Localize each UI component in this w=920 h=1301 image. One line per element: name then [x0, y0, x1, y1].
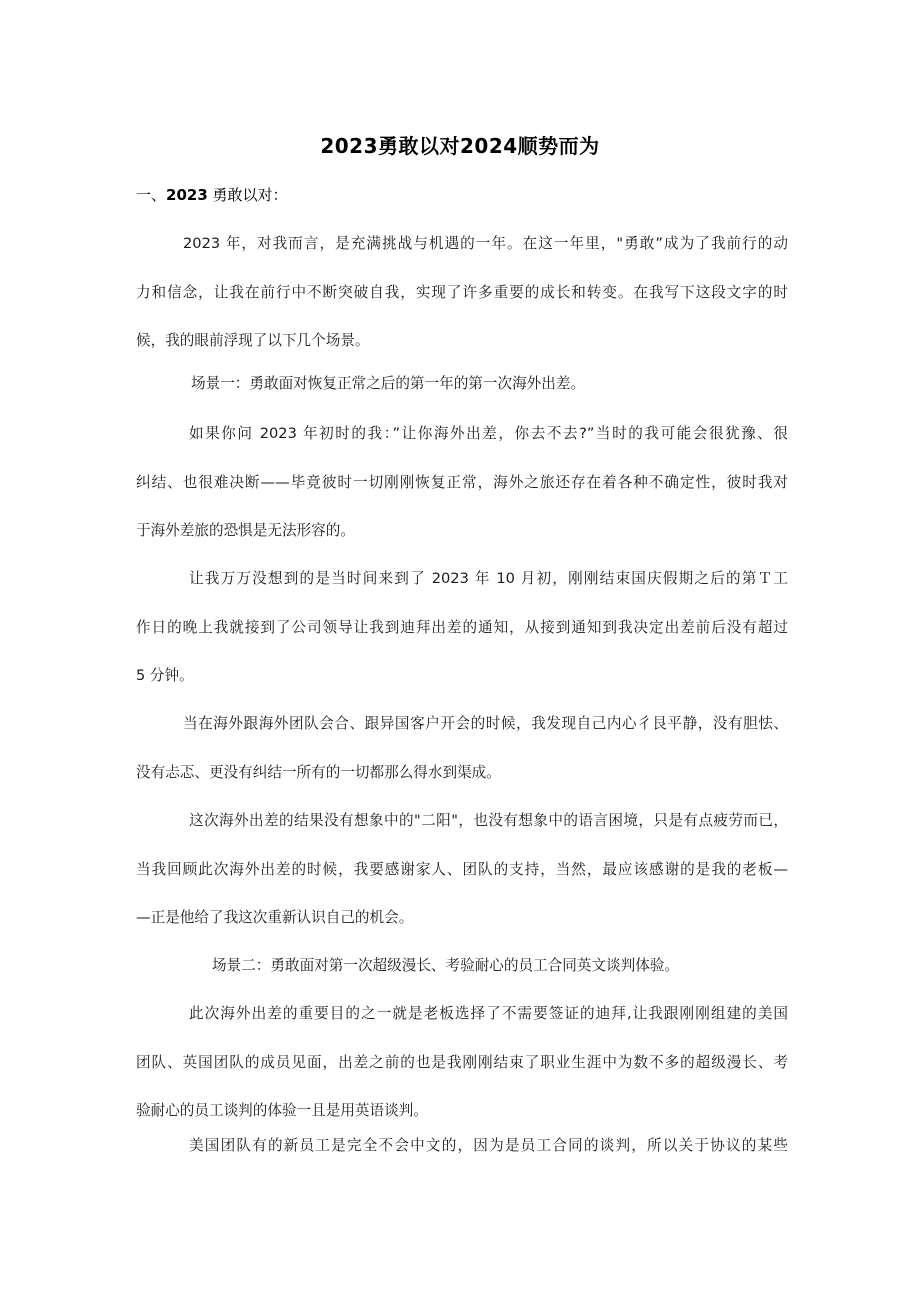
paragraph-line: —正是他给了我这次重新认识自己的机会。 — [136, 909, 414, 926]
paragraph-line: 没有忐忑、更没有纠结一所有的一切都那么得水到渠成。 — [136, 763, 501, 781]
paragraph-line: 当我回顾此次海外出差的时候，我要感谢家人、团队的支持，当然，最应该感谢的是我的老板— — [136, 860, 788, 878]
section-heading — [136, 184, 288, 205]
paragraph-line: 验耐心的员工谈判的体验一且是用英语谈判。 — [136, 1102, 428, 1119]
paragraph-line: 场景一：勇敢面对恢复正常之后的第一年的第一次海外出差。 — [191, 375, 586, 392]
paragraph-6 — [136, 797, 788, 943]
paragraph-line: 候，我的眼前浮现了以下几个场景。 — [136, 332, 370, 349]
paragraph-scene-one — [136, 360, 788, 409]
paragraph-line: 此次海外出差的重要目的之一就是老板选择了不需要签证的迪拜,让我跟刚刚组建的美国 — [189, 1005, 788, 1022]
paragraph-line: 2023 年，对我而言，是充满挑战与机遇的一年。在这一年里，"勇敢”成为了我前行的动 — [183, 235, 788, 252]
paragraph-1 — [136, 220, 788, 366]
document-title: 2023勇敢以对2024顺势而为 — [320, 134, 600, 158]
paragraph-3 — [136, 410, 788, 556]
paragraph-line: 如果你问 2023 年初时的我：”让你海外出差，你去不去?”当时的我可能会很犹豫、很 — [189, 425, 788, 442]
section-title: 勇敢以对： — [212, 186, 288, 204]
paragraph-8 — [136, 990, 788, 1136]
paragraph-4 — [136, 555, 788, 701]
paragraph-line: 这次海外出差的结果没有想象中的"二阳"，也没有想象中的语言困境，只是有点疲劳而已， — [189, 812, 788, 829]
paragraph-line: 纠结、也很难决断——毕竟彼时一切刚刚恢复正常，海外之旅还存在着各种不确定性，彼时我对 — [136, 473, 788, 491]
paragraph-line: 场景二：勇敢面对第一次超级漫长、考验耐心的员工合同英文谈判体验。 — [212, 957, 680, 974]
paragraph-line: 团队、英国团队的成员见面，出差之前的也是我刚刚结束了职业生涯中为数不多的超级漫长、考 — [136, 1053, 788, 1071]
paragraph-line: 作日的晚上我就接到了公司领导让我到迪拜出差的通知，从接到通知到我决定出差前后没有超过 — [136, 618, 788, 636]
paragraph-line: 于海外差旅的恐惧是无法形容的。 — [136, 522, 355, 539]
paragraph-line: 5 分钟。 — [136, 667, 194, 684]
section-number: 一、 — [136, 186, 167, 204]
paragraph-scene-two — [136, 942, 788, 991]
paragraph-line: 力和信念，让我在前行中不断突破自我，实现了许多重要的成长和转变。在我写下这段文字的时 — [136, 283, 788, 301]
paragraph-line: 让我万万没想到的是当时间来到了 2023 年 10 月初，刚刚结束国庆假期之后的第Ｔ工 — [189, 570, 788, 587]
paragraph-9 — [136, 1122, 788, 1171]
paragraph-5 — [136, 700, 788, 797]
paragraph-line: 当在海外跟海外团队会合、跟异国客户开会的时候，我发现自己内心彳艮平静，没有胆怯、 — [183, 715, 788, 732]
section-year: 2023 — [166, 186, 208, 204]
paragraph-line: 美国团队有的新员工是完全不会中文的，因为是员工合同的谈判，所以关于协议的某些 — [189, 1137, 788, 1154]
